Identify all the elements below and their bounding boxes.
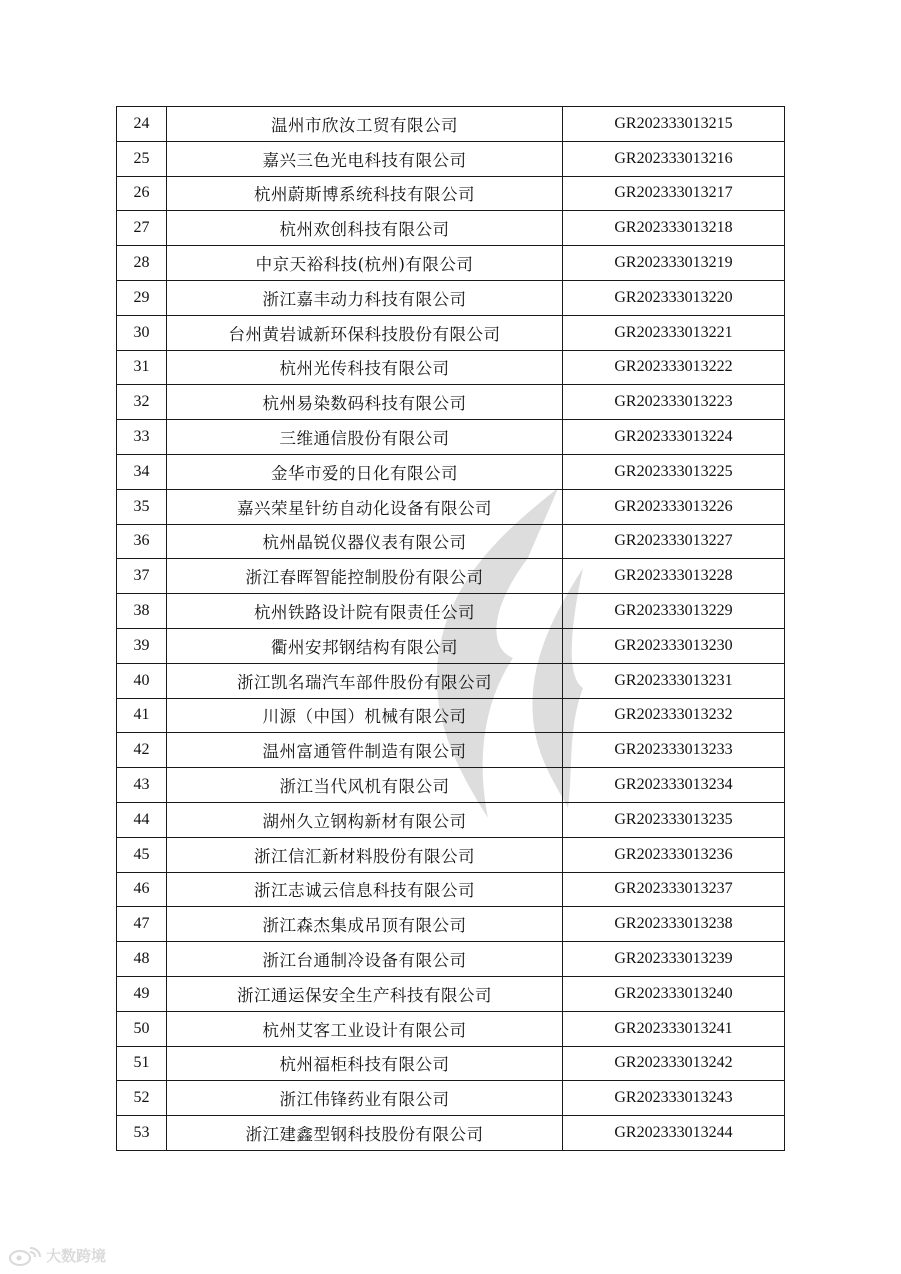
company-name-cell: 衢州安邦钢结构有限公司 <box>167 628 563 663</box>
row-number-cell: 34 <box>117 454 167 489</box>
company-name-cell: 杭州光传科技有限公司 <box>167 350 563 385</box>
row-number-cell: 52 <box>117 1081 167 1116</box>
company-name-cell: 温州市欣汝工贸有限公司 <box>167 107 563 142</box>
row-number-cell: 51 <box>117 1046 167 1081</box>
certificate-number-cell: GR202333013236 <box>563 837 785 872</box>
certificate-number-cell: GR202333013233 <box>563 733 785 768</box>
certificate-number-cell: GR202333013241 <box>563 1011 785 1046</box>
table-row <box>117 280 785 315</box>
certificate-number-cell: GR202333013219 <box>563 246 785 281</box>
table-row <box>117 1116 785 1151</box>
row-number-cell: 32 <box>117 385 167 420</box>
table-row <box>117 454 785 489</box>
table-row <box>117 141 785 176</box>
corner-watermark <box>8 1244 106 1266</box>
certificate-number-cell: GR202333013227 <box>563 524 785 559</box>
company-name-cell: 川源（中国）机械有限公司 <box>167 698 563 733</box>
table-row <box>117 489 785 524</box>
row-number-cell: 43 <box>117 768 167 803</box>
row-number-cell: 36 <box>117 524 167 559</box>
table-row <box>117 1081 785 1116</box>
company-name-cell: 杭州蔚斯博系统科技有限公司 <box>167 176 563 211</box>
company-name-cell: 浙江当代风机有限公司 <box>167 768 563 803</box>
watermark-text: 大数跨境 <box>46 1246 107 1265</box>
company-name-cell: 嘉兴荣星针纺自动化设备有限公司 <box>167 489 563 524</box>
table-row <box>117 1011 785 1046</box>
company-name-cell: 浙江信汇新材料股份有限公司 <box>167 837 563 872</box>
certificate-table <box>116 106 785 1151</box>
table-row <box>117 872 785 907</box>
table-row <box>117 628 785 663</box>
row-number-cell: 53 <box>117 1116 167 1151</box>
certificate-number-cell: GR202333013244 <box>563 1116 785 1151</box>
company-name-cell: 浙江嘉丰动力科技有限公司 <box>167 280 563 315</box>
row-number-cell: 35 <box>117 489 167 524</box>
table-row <box>117 663 785 698</box>
certificate-number-cell: GR202333013218 <box>563 211 785 246</box>
row-number-cell: 45 <box>117 837 167 872</box>
table-body <box>117 107 785 1151</box>
certificate-number-cell: GR202333013243 <box>563 1081 785 1116</box>
row-number-cell: 50 <box>117 1011 167 1046</box>
company-name-cell: 浙江台通制冷设备有限公司 <box>167 942 563 977</box>
company-name-cell: 杭州欢创科技有限公司 <box>167 211 563 246</box>
table-row <box>117 976 785 1011</box>
certificate-number-cell: GR202333013238 <box>563 907 785 942</box>
company-name-cell: 浙江志诚云信息科技有限公司 <box>167 872 563 907</box>
table-row <box>117 1046 785 1081</box>
company-name-cell: 浙江伟锋药业有限公司 <box>167 1081 563 1116</box>
table-row <box>117 524 785 559</box>
company-name-cell: 杭州艾客工业设计有限公司 <box>167 1011 563 1046</box>
company-name-cell: 浙江春晖智能控制股份有限公司 <box>167 559 563 594</box>
row-number-cell: 44 <box>117 802 167 837</box>
company-name-cell: 湖州久立钢构新材有限公司 <box>167 802 563 837</box>
table-row <box>117 315 785 350</box>
company-name-cell: 台州黄岩诚新环保科技股份有限公司 <box>167 315 563 350</box>
table-row <box>117 350 785 385</box>
row-number-cell: 26 <box>117 176 167 211</box>
certificate-number-cell: GR202333013215 <box>563 107 785 142</box>
certificate-number-cell: GR202333013224 <box>563 420 785 455</box>
table-row <box>117 698 785 733</box>
company-name-cell: 浙江建鑫型钢科技股份有限公司 <box>167 1116 563 1151</box>
row-number-cell: 49 <box>117 976 167 1011</box>
certificate-number-cell: GR202333013220 <box>563 280 785 315</box>
certificate-number-cell: GR202333013242 <box>563 1046 785 1081</box>
company-name-cell: 温州富通管件制造有限公司 <box>167 733 563 768</box>
table-row <box>117 559 785 594</box>
company-name-cell: 浙江森杰集成吊顶有限公司 <box>167 907 563 942</box>
table-row <box>117 942 785 977</box>
table-row <box>117 733 785 768</box>
certificate-number-cell: GR202333013230 <box>563 628 785 663</box>
company-name-cell: 杭州铁路设计院有限责任公司 <box>167 594 563 629</box>
row-number-cell: 39 <box>117 628 167 663</box>
row-number-cell: 29 <box>117 280 167 315</box>
table-row <box>117 837 785 872</box>
company-name-cell: 杭州福柜科技有限公司 <box>167 1046 563 1081</box>
row-number-cell: 48 <box>117 942 167 977</box>
row-number-cell: 31 <box>117 350 167 385</box>
row-number-cell: 46 <box>117 872 167 907</box>
row-number-cell: 42 <box>117 733 167 768</box>
table-row <box>117 594 785 629</box>
certificate-number-cell: GR202333013237 <box>563 872 785 907</box>
certificate-number-cell: GR202333013216 <box>563 141 785 176</box>
certificate-number-cell: GR202333013222 <box>563 350 785 385</box>
company-name-cell: 金华市爱的日化有限公司 <box>167 454 563 489</box>
company-name-cell: 杭州晶锐仪器仪表有限公司 <box>167 524 563 559</box>
row-number-cell: 47 <box>117 907 167 942</box>
certificate-number-cell: GR202333013240 <box>563 976 785 1011</box>
certificate-number-cell: GR202333013225 <box>563 454 785 489</box>
weibo-logo-icon <box>8 1244 42 1266</box>
row-number-cell: 24 <box>117 107 167 142</box>
table-row <box>117 907 785 942</box>
row-number-cell: 41 <box>117 698 167 733</box>
certificate-number-cell: GR202333013228 <box>563 559 785 594</box>
certificate-number-cell: GR202333013217 <box>563 176 785 211</box>
table-row <box>117 107 785 142</box>
certificate-number-cell: GR202333013226 <box>563 489 785 524</box>
company-name-cell: 杭州易染数码科技有限公司 <box>167 385 563 420</box>
table-row <box>117 176 785 211</box>
certificate-number-cell: GR202333013229 <box>563 594 785 629</box>
certificate-number-cell: GR202333013234 <box>563 768 785 803</box>
certificate-number-cell: GR202333013223 <box>563 385 785 420</box>
certificate-number-cell: GR202333013221 <box>563 315 785 350</box>
table-row <box>117 211 785 246</box>
row-number-cell: 27 <box>117 211 167 246</box>
row-number-cell: 28 <box>117 246 167 281</box>
company-name-cell: 浙江通运保安全生产科技有限公司 <box>167 976 563 1011</box>
company-name-cell: 中京天裕科技(杭州)有限公司 <box>167 246 563 281</box>
table-row <box>117 802 785 837</box>
table-row <box>117 385 785 420</box>
company-name-cell: 嘉兴三色光电科技有限公司 <box>167 141 563 176</box>
table-row <box>117 420 785 455</box>
company-name-cell: 浙江凯名瑞汽车部件股份有限公司 <box>167 663 563 698</box>
row-number-cell: 37 <box>117 559 167 594</box>
certificate-number-cell: GR202333013232 <box>563 698 785 733</box>
certificate-number-cell: GR202333013239 <box>563 942 785 977</box>
certificate-number-cell: GR202333013231 <box>563 663 785 698</box>
certificate-number-cell: GR202333013235 <box>563 802 785 837</box>
row-number-cell: 30 <box>117 315 167 350</box>
row-number-cell: 25 <box>117 141 167 176</box>
table-row <box>117 246 785 281</box>
row-number-cell: 38 <box>117 594 167 629</box>
table-row <box>117 768 785 803</box>
row-number-cell: 33 <box>117 420 167 455</box>
row-number-cell: 40 <box>117 663 167 698</box>
company-name-cell: 三维通信股份有限公司 <box>167 420 563 455</box>
